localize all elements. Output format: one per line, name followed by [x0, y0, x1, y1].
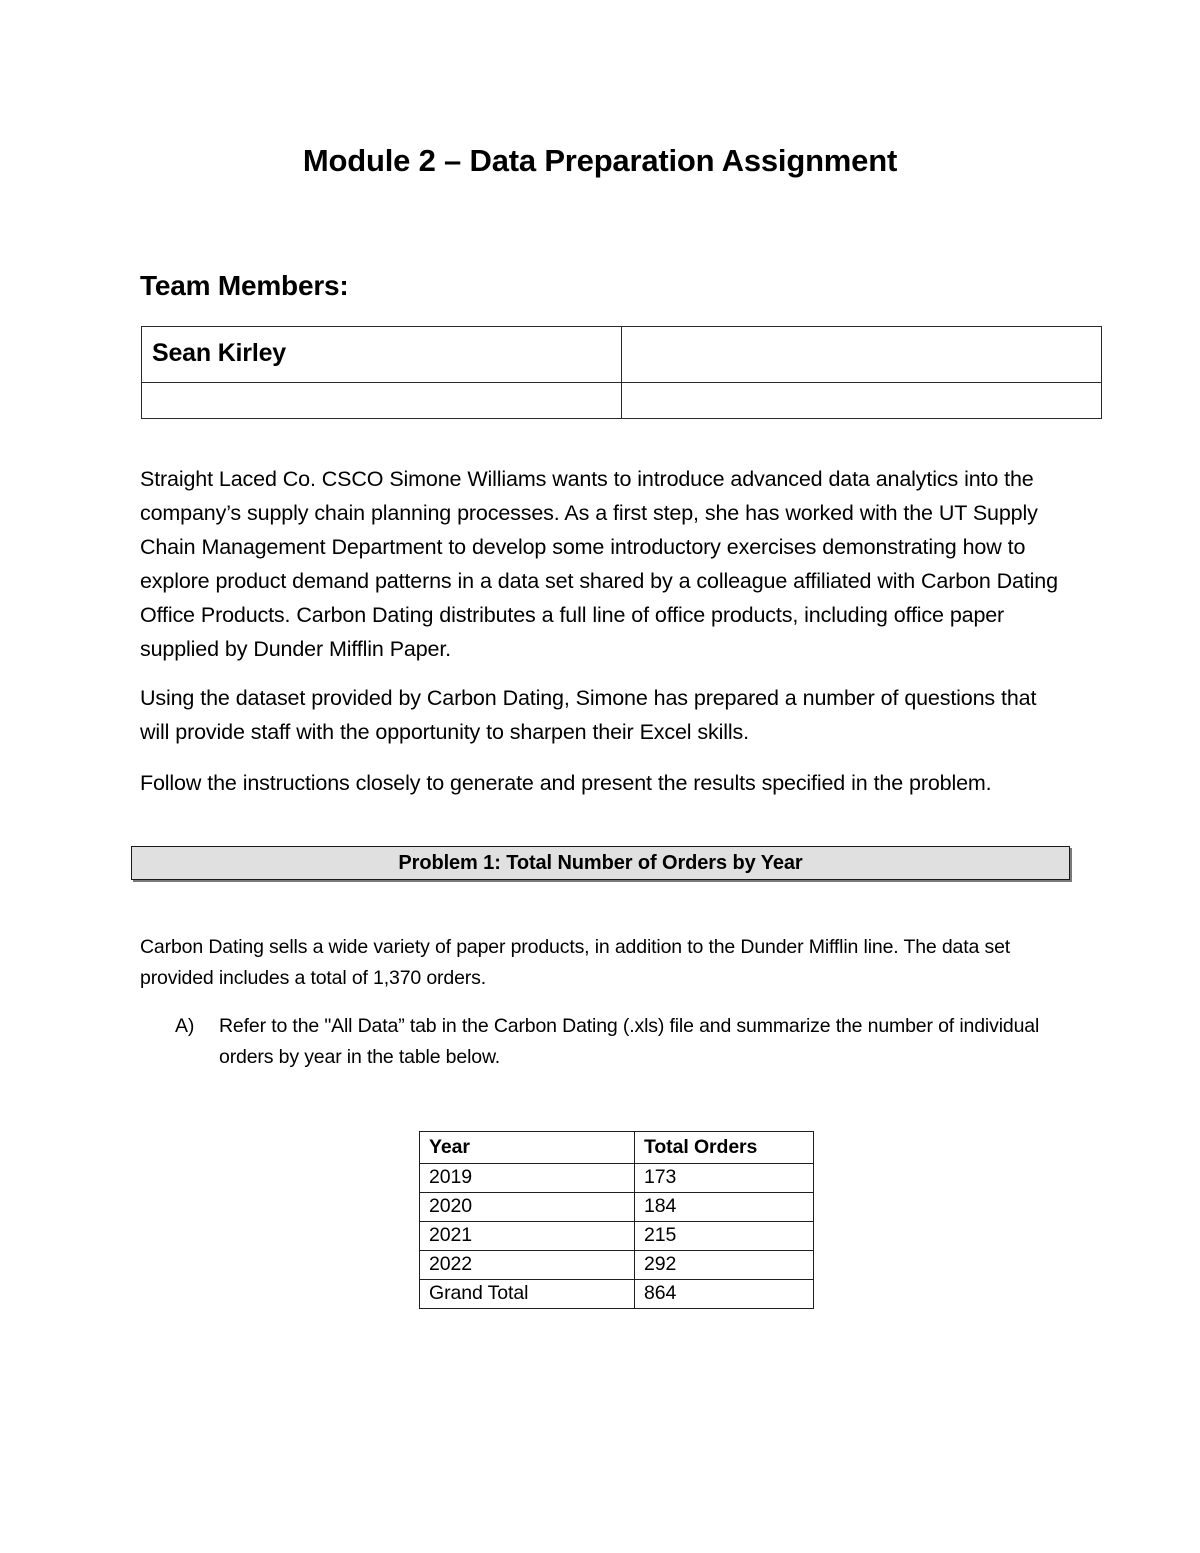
team-member-name-cell[interactable]	[142, 383, 622, 419]
table-row	[420, 1222, 814, 1251]
table-row-grand-total	[420, 1280, 814, 1309]
cell-total-orders[interactable]: 173	[635, 1164, 814, 1193]
cell-year[interactable]: 2021	[420, 1222, 635, 1251]
problem-1-banner	[131, 846, 1070, 880]
table-row	[142, 327, 1102, 383]
intro-paragraph: Straight Laced Co. CSCO Simone Williams wants to introduce advanced data analytics into the company’s supply chain planning processes. As a first step, she has worked with the UT Supply Chain Management Department to develop some introductory exercises demonstrating how to explore product demand patterns in a data set shared by a colleague affiliated with Carbon Dating Office Products. Carbon Dating distributes a full line of office products, including office paper supplied by Dunder Mifflin Paper.	[140, 467, 1058, 661]
problem-1-banner-label: Problem 1: Total Number of Orders by Year	[398, 851, 803, 874]
team-members-table	[141, 326, 1102, 419]
team-members-heading: Team Members:	[140, 270, 349, 301]
question-a-text: Refer to the "All Data” tab in the Carbon Dating (.xls) file and summarize the number of individual orders by year in the table below.	[219, 1015, 1040, 1068]
team-member-name-cell[interactable]	[622, 383, 1102, 419]
table-row	[142, 383, 1102, 419]
cell-year[interactable]: 2020	[420, 1193, 635, 1222]
table-row	[420, 1251, 814, 1280]
table-header-row	[420, 1132, 814, 1164]
follow-instructions-paragraph: Follow the instructions closely to generate and present the results specified in the problem.	[140, 771, 992, 795]
carbon-dating-paragraph: Carbon Dating sells a wide variety of paper products, in addition to the Dunder Mifflin line. The data set provided includes a total of 1,370 orders.	[140, 936, 1011, 989]
table-row	[420, 1164, 814, 1193]
cell-year[interactable]: 2019	[420, 1164, 635, 1193]
question-a-item	[175, 1011, 1065, 1073]
question-a-marker: A)	[175, 1015, 195, 1037]
cell-total-orders[interactable]: 184	[635, 1193, 814, 1222]
team-member-name-cell[interactable]	[622, 327, 1102, 383]
using-dataset-paragraph: Using the dataset provided by Carbon Dating, Simone has prepared a number of questions that will provide staff with the opportunity to sharpen their Excel skills.	[140, 686, 1037, 744]
table-row	[420, 1193, 814, 1222]
column-header-total-orders: Total Orders	[635, 1132, 814, 1164]
cell-year[interactable]: Grand Total	[420, 1280, 635, 1309]
page-title: Module 2 – Data Preparation Assignment	[302, 143, 898, 178]
cell-total-orders[interactable]: 864	[635, 1280, 814, 1309]
column-header-year: Year	[420, 1132, 635, 1164]
team-member-name-cell[interactable]: Sean Kirley	[142, 327, 622, 383]
orders-by-year-table	[419, 1131, 814, 1309]
cell-total-orders[interactable]: 215	[635, 1222, 814, 1251]
cell-total-orders[interactable]: 292	[635, 1251, 814, 1280]
cell-year[interactable]: 2022	[420, 1251, 635, 1280]
